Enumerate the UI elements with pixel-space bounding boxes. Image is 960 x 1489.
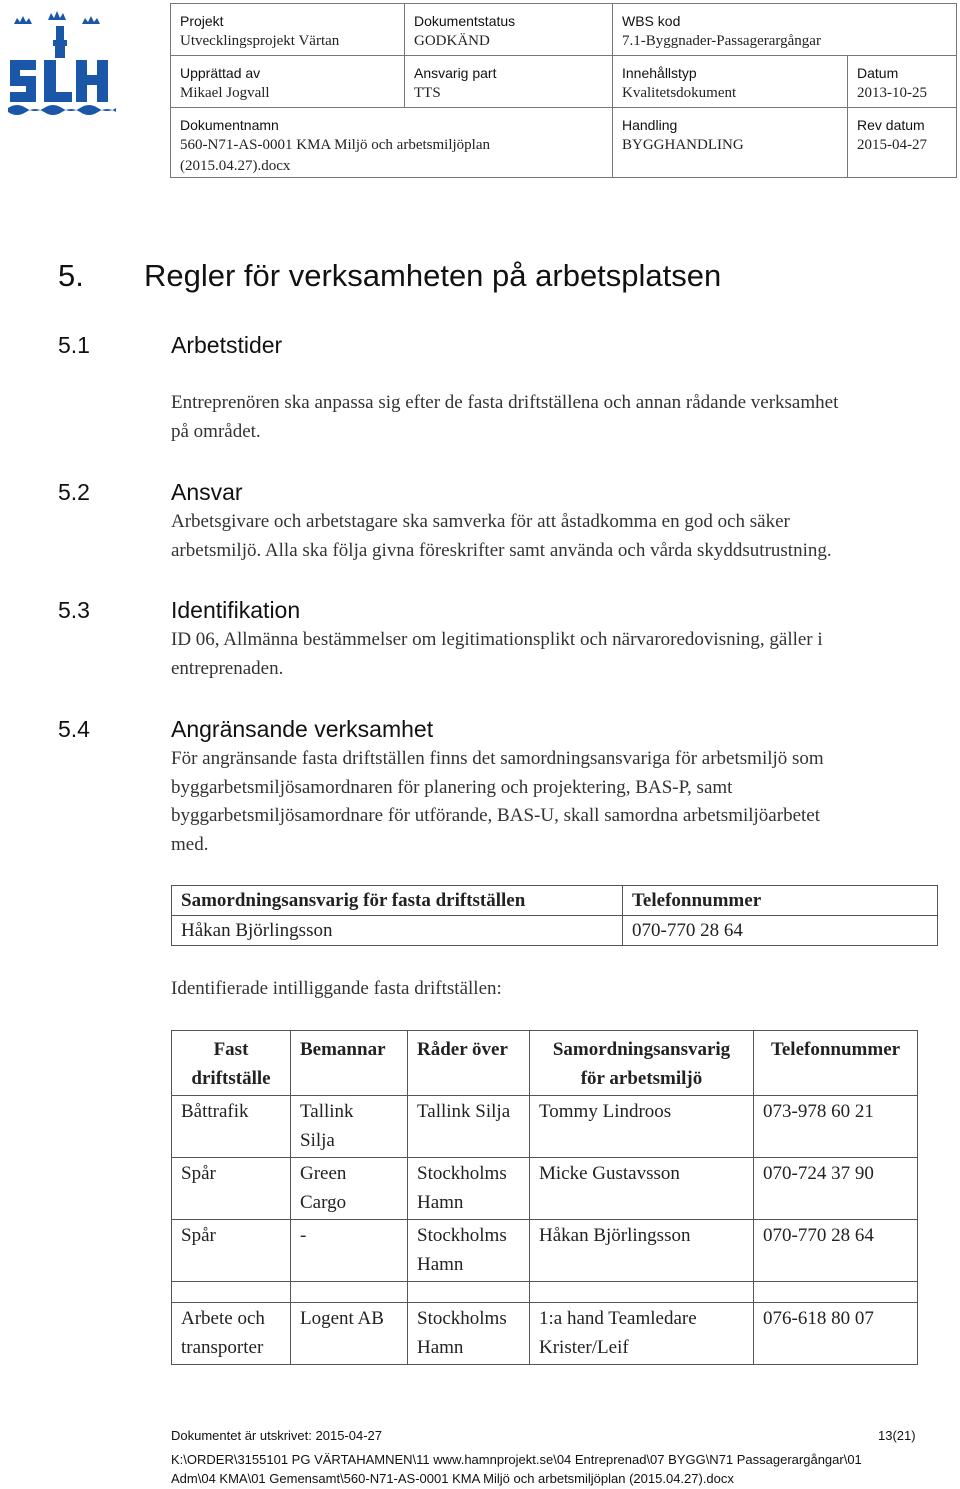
section-5-4-heading	[58, 716, 433, 743]
datum-label: Datum	[857, 65, 899, 81]
innehall-value: Kvalitetsdokument	[622, 85, 737, 101]
section-5-2-number: 5.2	[58, 479, 90, 505]
slh-logo	[4, 10, 116, 120]
section-5-3-heading	[58, 597, 300, 624]
coordinator-name: Håkan Björlingsson	[172, 916, 623, 946]
section-5-4-body	[171, 745, 906, 859]
section-5-2-line1: Arbetsgivare och arbetstagare ska samverka för att åstadkomma en god och säker	[171, 511, 790, 532]
table-row	[172, 916, 938, 946]
section-5-1-heading	[58, 332, 282, 359]
section-5-4-line2: byggarbetsmiljösamordnaren för planering och projektering, BAS-P, samt	[171, 776, 733, 798]
table-row	[172, 1220, 918, 1282]
dokumentnamn-line1: 560-N71-AS-0001 KMA Miljö och arbetsmiljöplan	[180, 137, 490, 153]
section-5-1-line1: Entreprenören ska anpassa sig efter de fasta driftställena och annan rådande verksamhet	[171, 392, 839, 413]
section-5-4-title: Angränsande verksamhet	[171, 716, 434, 742]
cell-location: Båttrafik	[172, 1096, 291, 1158]
header-rader-over: Råder över	[408, 1031, 530, 1096]
cell-location: Arbete och transporter	[172, 1303, 291, 1365]
footer-page-number: 13(21)	[878, 1428, 916, 1443]
document-header	[170, 3, 957, 178]
revdatum-label: Rev datum	[857, 117, 925, 133]
section-5-1-number: 5.1	[58, 332, 90, 358]
section-5-heading	[58, 258, 721, 294]
coordinator-table-header	[172, 886, 938, 916]
upprattad-label: Upprättad av	[180, 65, 261, 81]
cell-phone: 073-978 60 21	[754, 1096, 918, 1158]
section-5-2-heading	[58, 479, 243, 506]
section-5-1-body	[171, 389, 906, 446]
section-5-2-title: Ansvar	[171, 479, 243, 505]
header-telefonnummer: Telefonnummer	[754, 1031, 918, 1096]
projekt-value: Utvecklingsprojekt Värtan	[180, 33, 340, 49]
section-5-number: 5.	[58, 258, 84, 293]
innehall-label: Innehållstyp	[622, 65, 697, 81]
section-5-3-body	[171, 626, 906, 683]
header-samordningsansvarig: Samordningsansvarig för arbetsmiljö	[530, 1031, 754, 1096]
section-5-1-title: Arbetstider	[171, 332, 283, 358]
cell-controls: Stockholms Hamn	[408, 1220, 530, 1282]
section-5-3-number: 5.3	[58, 597, 90, 623]
handling-label: Handling	[622, 117, 678, 133]
cell-coordinator: 1:a hand Teamledare Krister/Leif	[530, 1303, 754, 1365]
section-5-2-line2: arbetsmiljö. Alla ska följa givna föreskrifter samt använda och vårda skyddsutrustning.	[171, 539, 832, 561]
dokumentnamn-line2: (2015.04.27).docx	[180, 158, 291, 174]
spacer-row	[172, 1282, 918, 1303]
section-5-3-line2: entreprenaden.	[171, 657, 284, 679]
wbs-label: WBS kod	[622, 13, 681, 29]
header-bemannar: Bemannar	[291, 1031, 408, 1096]
section-5-4-line1: För angränsande fasta driftställen finns det samordningsansvariga för arbetsmiljö som	[171, 748, 824, 769]
cell-staffed-by: Logent AB	[291, 1303, 408, 1365]
revdatum-value: 2015-04-27	[857, 137, 927, 153]
footer-path-line2: Adm\04 KMA\01 Gemensamt\560-N71-AS-0001 KMA Miljö och arbetsmiljöplan (2015.04.27).docx	[171, 1471, 734, 1486]
cell-phone: 070-724 37 90	[754, 1158, 918, 1220]
cell-location: Spår	[172, 1220, 291, 1282]
section-5-4-line3: byggarbetsmiljösamordnare för utförande, BAS-U, skall samordna arbetsmiljöarbetet	[171, 805, 820, 826]
coordinator-header-phone: Telefonnummer	[623, 886, 938, 916]
section-5-title: Regler för verksamheten på arbetsplatsen	[144, 258, 722, 293]
table-row	[172, 1096, 918, 1158]
cell-coordinator: Håkan Björlingsson	[530, 1220, 754, 1282]
cell-staffed-by: -	[291, 1220, 408, 1282]
cell-staffed-by: Green Cargo	[291, 1158, 408, 1220]
table-row	[172, 1303, 918, 1365]
locations-table-header	[172, 1031, 918, 1096]
coordinator-table	[171, 885, 938, 946]
section-5-2-body	[171, 508, 906, 565]
cell-coordinator: Tommy Lindroos	[530, 1096, 754, 1158]
header-fast-driftstalle: Fast driftställe	[172, 1031, 291, 1096]
cell-staffed-by: Tallink Silja	[291, 1096, 408, 1158]
cell-controls: Stockholms Hamn	[408, 1303, 530, 1365]
handling-value: BYGGHANDLING	[622, 137, 744, 153]
projekt-label: Projekt	[180, 13, 224, 29]
section-5-1-line2: på området.	[171, 420, 261, 442]
coordinator-phone: 070-770 28 64	[623, 916, 938, 946]
ansvarig-value: TTS	[414, 85, 441, 101]
cell-location: Spår	[172, 1158, 291, 1220]
coordinator-header-name: Samordningsansvarig för fasta driftställen	[172, 886, 623, 916]
cell-controls: Tallink Silja	[408, 1096, 530, 1158]
table-row	[172, 1158, 918, 1220]
wbs-value: 7.1-Byggnader-Passagerargångar	[622, 33, 821, 49]
cell-phone: 076-618 80 07	[754, 1303, 918, 1365]
status-value: GODKÄND	[414, 33, 490, 49]
ansvarig-label: Ansvarig part	[414, 65, 497, 81]
cell-phone: 070-770 28 64	[754, 1220, 918, 1282]
section-5-4-line4: med.	[171, 833, 209, 855]
identified-label: Identifierade intilliggande fasta driftställen:	[171, 978, 502, 999]
dokumentnamn-label: Dokumentnamn	[180, 117, 279, 133]
upprattad-value: Mikael Jogvall	[180, 85, 270, 101]
cell-controls: Stockholms Hamn	[408, 1158, 530, 1220]
footer-path-line1: K:\ORDER\3155101 PG VÄRTAHAMNEN\11 www.hamnprojekt.se\04 Entreprenad\07 BYGG\N71 Passagerargångar\01	[171, 1452, 862, 1467]
section-5-3-title: Identifikation	[171, 597, 301, 623]
cell-coordinator: Micke Gustavsson	[530, 1158, 754, 1220]
section-5-3-line1: ID 06, Allmänna bestämmelser om legitimationsplikt och närvaroredovisning, gäller i	[171, 629, 823, 650]
locations-table	[171, 1030, 918, 1365]
datum-value: 2013-10-25	[857, 85, 927, 101]
section-5-4-number: 5.4	[58, 716, 90, 742]
status-label: Dokumentstatus	[414, 13, 516, 29]
footer-printed-date: Dokumentet är utskrivet: 2015-04-27	[171, 1428, 382, 1443]
